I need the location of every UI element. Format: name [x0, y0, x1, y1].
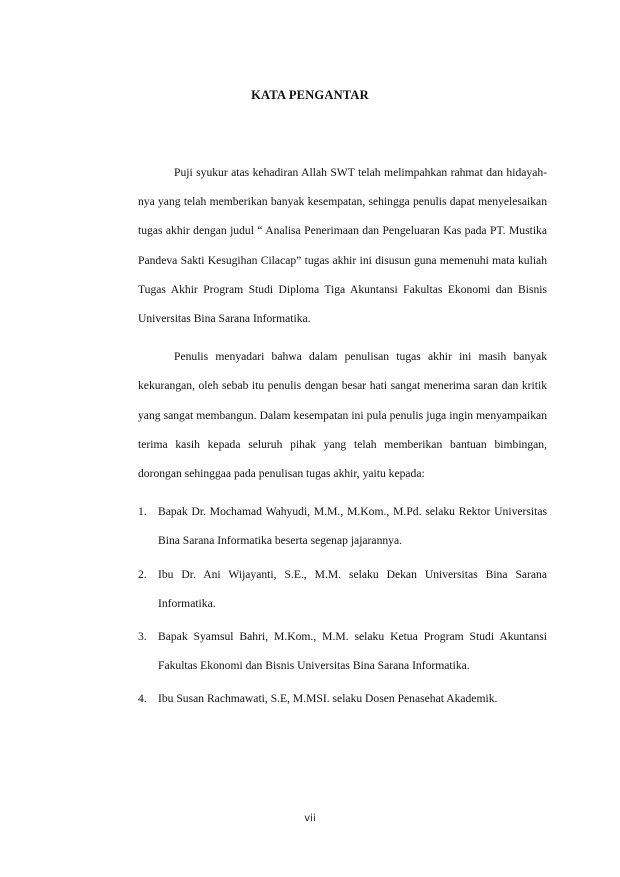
list-item-text: Bapak Syamsul Bahri, M.Kom., M.M. selaku Ketua Program Studi Akuntansi Fakultas Ekonomi dan Bisnis Universitas Bina Sarana Informatika. [158, 630, 547, 673]
paragraph-1: Puji syukur atas kehadiran Allah SWT telah melimpahkan rahmat dan hidayah-nya yang telah memberikan banyak kesempatan, sehingga penulis dapat menyelesaikan tugas akhir dengan judul “ Analisa Penerimaan dan Pengeluaran Kas pada PT. Mustika Pandeva Sakti Kesugihan Cilacap” tugas akhir ini disusun guna memenuhi mata kuliah Tugas Akhir Program Studi Diploma Tiga Akuntansi Fakultas Ekonomi dan Bisnis Universitas Bina Sarana Informatika. [138, 166, 547, 326]
document-body [138, 158, 547, 718]
list-item-number: 1. [138, 505, 147, 519]
list-item-text: Ibu Dr. Ani Wijayanti, S.E., M.M. selaku Dekan Universitas Bina Sarana Informatika. [158, 567, 547, 610]
list-item-number: 4. [138, 692, 147, 706]
list-item-number: 3. [138, 630, 147, 644]
list-item [138, 560, 547, 618]
page-number: vii [304, 813, 316, 824]
list-item [138, 497, 547, 555]
list-item-number: 2. [138, 567, 147, 581]
page-title: KATA PENGANTAR [251, 88, 369, 102]
list-item-text: Ibu Susan Rachmawati, S.E, M.MSI. selaku Dosen Penasehat Akademik. [158, 692, 498, 706]
list-item [138, 622, 547, 680]
paragraph-2: Penulis menyadari bahwa dalam penulisan tugas akhir ini masih banyak kekurangan, oleh sebab itu penulis dengan besar hati sangat menerima saran dan kritik yang sangat membangun. Dalam kesempatan ini pula penulis juga ingin menyampaikan terima kasih kepada seluruh pihak yang telah memberikan bantuan bimbingan, dorongan sehinggaa pada penulisan tugas akhir, yaitu kepada: [138, 350, 547, 481]
list-item-text: Bapak Dr. Mochamad Wahyudi, M.M., M.Kom., M.Pd. selaku Rektor Universitas Bina Sarana Informatika beserta segenap jajarannya. [158, 505, 547, 548]
list-item [138, 684, 547, 713]
acknowledgement-list [138, 497, 547, 713]
